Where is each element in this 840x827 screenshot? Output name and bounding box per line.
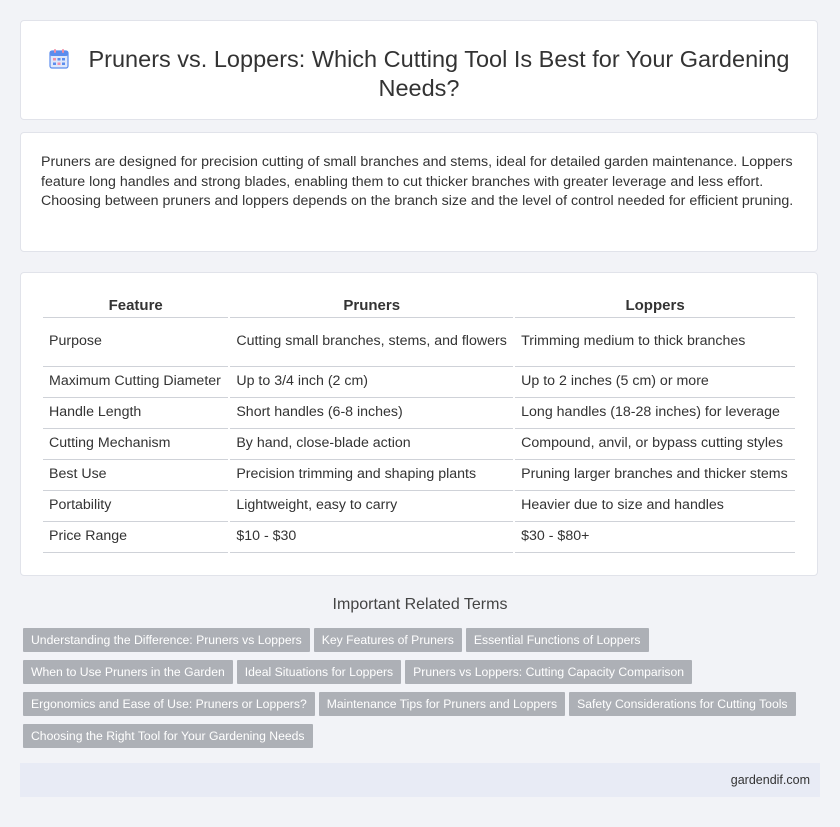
header-pruners: Pruners (230, 293, 513, 318)
table-cell: Price Range (43, 522, 228, 553)
related-term-tag[interactable]: Ideal Situations for Loppers (237, 660, 401, 684)
table-cell: Cutting Mechanism (43, 429, 228, 460)
table-cell: Trimming medium to thick branches (515, 318, 795, 367)
intro-card (20, 132, 818, 252)
table-cell: Short handles (6-8 inches) (230, 398, 513, 429)
table-row (43, 491, 795, 522)
related-term-tag[interactable]: Key Features of Pruners (314, 628, 462, 652)
related-term-tag[interactable]: Choosing the Right Tool for Your Gardening Needs (23, 724, 313, 748)
calendar-icon (48, 48, 70, 70)
page-title-text: Pruners vs. Loppers: Which Cutting Tool Is Best for Your Gardening Needs? (88, 46, 790, 101)
table-cell: Pruning larger branches and thicker stems (515, 460, 795, 491)
table-cell: Up to 2 inches (5 cm) or more (515, 367, 795, 398)
header-loppers: Loppers (515, 293, 795, 318)
related-term-tag[interactable]: When to Use Pruners in the Garden (23, 660, 233, 684)
table-cell: Compound, anvil, or bypass cutting styles (515, 429, 795, 460)
table-cell: Cutting small branches, stems, and flowers (230, 318, 513, 367)
footer-site-link[interactable]: gardendif.com (730, 773, 810, 787)
table-cell: Best Use (43, 460, 228, 491)
related-term-tag[interactable]: Ergonomics and Ease of Use: Pruners or Loppers? (23, 692, 315, 716)
table-cell: Precision trimming and shaping plants (230, 460, 513, 491)
table-cell: Up to 3/4 inch (2 cm) (230, 367, 513, 398)
related-terms-title: Important Related Terms (332, 596, 508, 613)
related-term-tag[interactable]: Essential Functions of Loppers (466, 628, 649, 652)
table-cell: By hand, close-blade action (230, 429, 513, 460)
related-terms-list (23, 628, 823, 756)
table-cell: Long handles (18-28 inches) for leverage (515, 398, 795, 429)
related-term-tag[interactable]: Maintenance Tips for Pruners and Loppers (319, 692, 565, 716)
header-feature: Feature (43, 293, 228, 318)
table-row (43, 318, 795, 367)
table-header-row (43, 293, 795, 318)
table-cell: Lightweight, easy to carry (230, 491, 513, 522)
table-cell: $30 - $80+ (515, 522, 795, 553)
table-row (43, 429, 795, 460)
table-cell: Purpose (43, 318, 228, 367)
table-cell: $10 - $30 (230, 522, 513, 553)
table-cell: Portability (43, 491, 228, 522)
table-row (43, 460, 795, 491)
header-card (20, 20, 818, 120)
related-term-tag[interactable]: Pruners vs Loppers: Cutting Capacity Comparison (405, 660, 692, 684)
page-title (21, 21, 817, 103)
table-cell: Heavier due to size and handles (515, 491, 795, 522)
intro-paragraph: Pruners are designed for precision cutting of small branches and stems, ideal for detailed garden maintenance. Loppers feature long handles and strong blades, enabling them to cut thicker branches with greater leverage and less effort. Choosing between pruners and loppers depends on the branch size and the level of control needed for efficient pruning. (41, 154, 794, 209)
table-row (43, 398, 795, 429)
table-row (43, 367, 795, 398)
footer (20, 763, 820, 797)
related-term-tag[interactable]: Safety Considerations for Cutting Tools (569, 692, 795, 716)
table-cell: Handle Length (43, 398, 228, 429)
table-cell: Maximum Cutting Diameter (43, 367, 228, 398)
related-term-tag[interactable]: Understanding the Difference: Pruners vs Loppers (23, 628, 310, 652)
table-row (43, 522, 795, 553)
comparison-table (41, 293, 797, 553)
comparison-table-card (20, 272, 818, 576)
